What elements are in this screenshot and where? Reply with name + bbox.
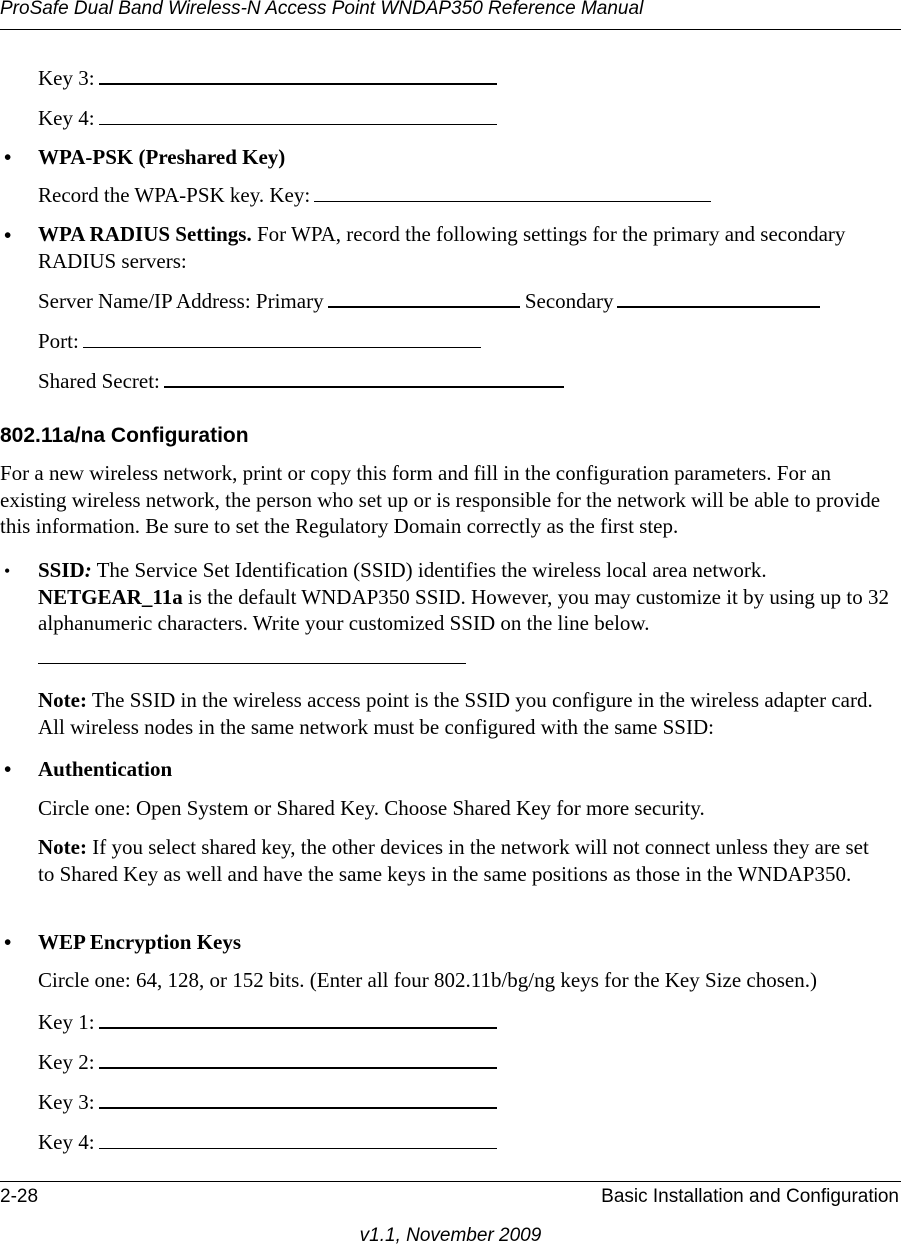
bullet-wep: •: [4, 930, 12, 954]
key3-row: [38, 1090, 497, 1114]
key4-top-label: Key 4:: [38, 106, 95, 130]
bullet-wpa-radius: •: [4, 223, 12, 247]
key1-label: Key 1:: [38, 1010, 95, 1034]
key4-top: [38, 106, 497, 130]
key2-blank: [99, 1066, 497, 1069]
shared-secret-label: Shared Secret:: [38, 369, 160, 393]
key1-row: [38, 1010, 497, 1034]
server-row: [38, 289, 820, 313]
wep-text: Circle one: 64, 128, or 152 bits. (Enter all four 802.11b/bg/ng keys for the Key Size chosen.): [38, 968, 817, 992]
auth-title: Authentication: [38, 757, 173, 781]
key4-label: Key 4:: [38, 1130, 95, 1154]
key3-top-blank: [99, 82, 497, 85]
bullet-ssid: •: [4, 561, 11, 581]
bullet-auth: •: [4, 757, 12, 781]
wpa-psk-blank: [314, 200, 711, 202]
key2-label: Key 2:: [38, 1050, 95, 1074]
auth-text: Circle one: Open System or Shared Key. Choose Shared Key for more security.: [38, 796, 705, 820]
key1-blank: [99, 1026, 497, 1029]
port-label: Port:: [38, 329, 79, 353]
key3-top: [38, 66, 497, 90]
primary-blank: [328, 305, 520, 308]
key2-row: [38, 1050, 497, 1074]
wpa-psk-record: [38, 183, 711, 207]
shared-secret-row: [38, 369, 564, 393]
wpa-psk-label: Record the WPA-PSK key. Key:: [38, 183, 311, 207]
port-blank: [83, 346, 481, 348]
document-header: ProSafe Dual Band Wireless-N Access Point WNDAP350 Reference Manual: [0, 0, 644, 19]
key4-top-blank: [99, 123, 497, 125]
key4-row: [38, 1130, 497, 1154]
shared-secret-blank: [164, 385, 564, 388]
secondary-label: Secondary: [524, 289, 614, 313]
key3-top-label: Key 3:: [38, 66, 95, 90]
page-number: 2-28: [0, 1186, 39, 1207]
port-row: [38, 329, 481, 353]
wpa-psk-title: WPA-PSK (Preshared Key): [38, 145, 286, 169]
ssid-text: SSID: The Service Set Identification (SSID) identifies the wireless local area network. NETGEAR_11a is the default WNDAP350 SSID. However, you may customize it by using up to 32 alphanumeric characters. Write your customized SSID on the line below.: [38, 558, 889, 635]
bullet-wpa-psk: •: [4, 145, 12, 169]
header-rule: [0, 29, 901, 30]
note-shared-key: Note: If you select shared key, the other devices in the network will not connect unless they are set to Shared Key as well and have the same keys in the same positions as those in the WNDAP350.: [38, 835, 869, 886]
server-label: Server Name/IP Address: Primary: [38, 289, 324, 313]
key3-blank: [99, 1106, 497, 1109]
secondary-blank: [617, 305, 820, 308]
ssid-blank: [38, 662, 466, 664]
section-intro: For a new wireless network, print or copy this form and fill in the configuration parameters. For an existing wireless network, the person who set up or is responsible for the network will be able to provide this information. Be sure to set the Regulatory Domain correctly as the first step.: [0, 461, 881, 538]
note-ssid: Note: The SSID in the wireless access point is the SSID you configure in the wireless adapter card. All wireless nodes in the same network must be configured with the same SSID:: [38, 688, 873, 739]
wpa-radius-text: WPA RADIUS Settings. For WPA, record the following settings for the primary and secondary RADIUS servers:: [38, 222, 846, 273]
chapter-title: Basic Installation and Configuration: [601, 1186, 899, 1207]
version: v1.1, November 2009: [359, 1225, 542, 1246]
key3-label: Key 3:: [38, 1090, 95, 1114]
section-heading: 802.11a/na Configuration: [0, 424, 249, 447]
footer-rule: [0, 1181, 901, 1182]
wep-title: WEP Encryption Keys: [38, 930, 242, 954]
key4-blank: [99, 1147, 497, 1149]
ssid-blank-row: [38, 645, 466, 669]
